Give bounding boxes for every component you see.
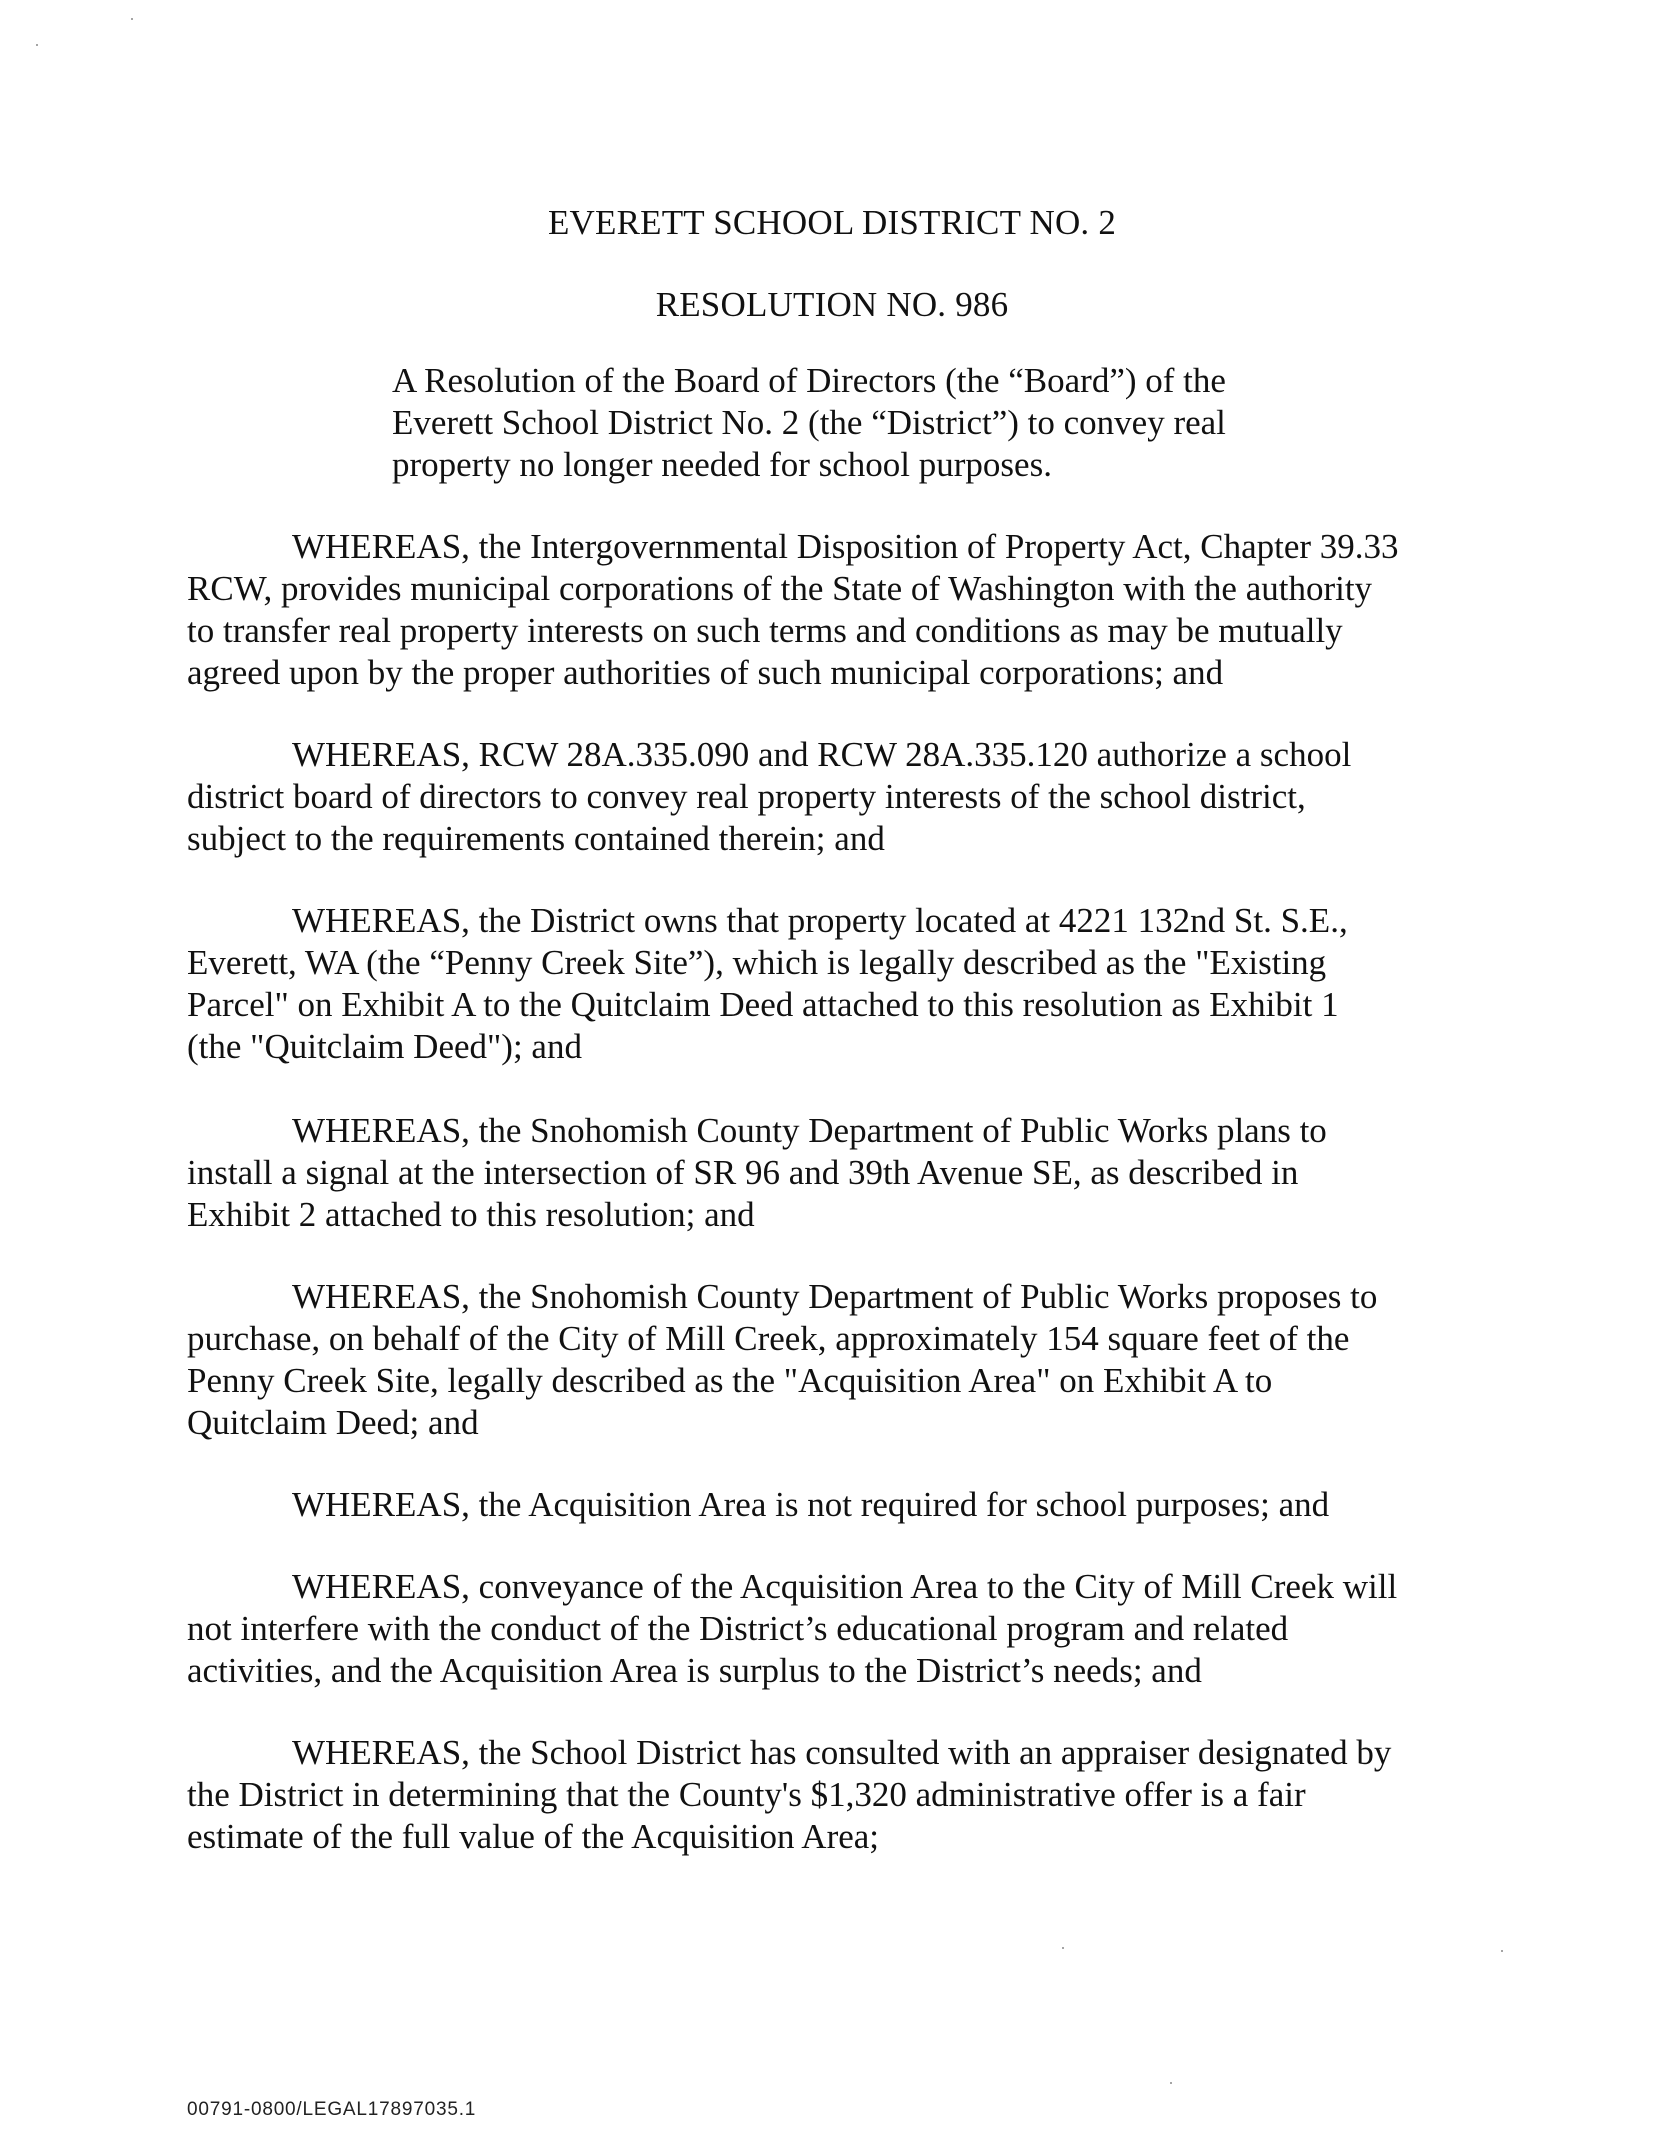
paragraph-line: agreed upon by the proper authorities of such municipal corporations; and [187, 653, 1224, 692]
paragraph-line: (the "Quitclaim Deed"); and [187, 1027, 582, 1066]
scan-speck [131, 18, 133, 20]
scan-speck [1170, 2082, 1172, 2084]
paragraph-line: WHEREAS, the Intergovernmental Disposition of Property Act, Chapter 39.33 [292, 527, 1399, 566]
paragraph-line: WHEREAS, the Snohomish County Department of Public Works plans to [292, 1111, 1327, 1150]
title-line: Everett School District No. 2 (the “District”) to convey real [392, 403, 1226, 442]
paragraph-line: Exhibit 2 attached to this resolution; and [187, 1195, 755, 1234]
scan-speck [36, 44, 38, 46]
paragraph-line: WHEREAS, the Snohomish County Department of Public Works proposes to [292, 1277, 1378, 1316]
title-line: property no longer needed for school purposes. [392, 445, 1052, 484]
paragraph-line: install a signal at the intersection of SR 96 and 39th Avenue SE, as described in [187, 1153, 1299, 1192]
paragraph-line: WHEREAS, the School District has consulted with an appraiser designated by [292, 1733, 1392, 1772]
scan-speck [1062, 1947, 1064, 1949]
paragraph-line: WHEREAS, conveyance of the Acquisition Area to the City of Mill Creek will [292, 1567, 1398, 1606]
paragraph-line: Parcel" on Exhibit A to the Quitclaim Deed attached to this resolution as Exhibit 1 [187, 985, 1339, 1024]
paragraph-line: WHEREAS, the District owns that property located at 4221 132nd St. S.E., [292, 901, 1348, 940]
document-footer-code: 00791-0800/LEGAL17897035.1 [187, 2099, 477, 2120]
paragraph-line: district board of directors to convey real property interests of the school district, [187, 777, 1306, 816]
district-heading: EVERETT SCHOOL DISTRICT NO. 2 [547, 203, 1117, 242]
paragraph-line: Everett, WA (the “Penny Creek Site”), which is legally described as the "Existing [187, 943, 1327, 982]
paragraph-line: the District in determining that the County's $1,320 administrative offer is a fair [187, 1775, 1306, 1814]
paragraph-line: to transfer real property interests on such terms and conditions as may be mutually [187, 611, 1343, 650]
paragraph-line: subject to the requirements contained therein; and [187, 819, 885, 858]
resolution-number: RESOLUTION NO. 986 [655, 285, 1009, 324]
paragraph-line: purchase, on behalf of the City of Mill Creek, approximately 154 square feet of the [187, 1319, 1350, 1358]
paragraph-line: WHEREAS, the Acquisition Area is not required for school purposes; and [292, 1485, 1330, 1524]
paragraph-line: Penny Creek Site, legally described as the "Acquisition Area" on Exhibit A to [187, 1361, 1273, 1400]
paragraph-line: Quitclaim Deed; and [187, 1403, 479, 1442]
paragraph-line: RCW, provides municipal corporations of the State of Washington with the authority [187, 569, 1373, 608]
paragraph-line: estimate of the full value of the Acquisition Area; [187, 1817, 880, 1856]
paragraph-line: activities, and the Acquisition Area is surplus to the District’s needs; and [187, 1651, 1202, 1690]
paragraph-line: not interfere with the conduct of the District’s educational program and related [187, 1609, 1289, 1648]
title-line: A Resolution of the Board of Directors (the “Board”) of the [392, 361, 1226, 400]
paragraph-line: WHEREAS, RCW 28A.335.090 and RCW 28A.335.120 authorize a school [292, 735, 1352, 774]
scan-speck [1501, 1950, 1503, 1952]
